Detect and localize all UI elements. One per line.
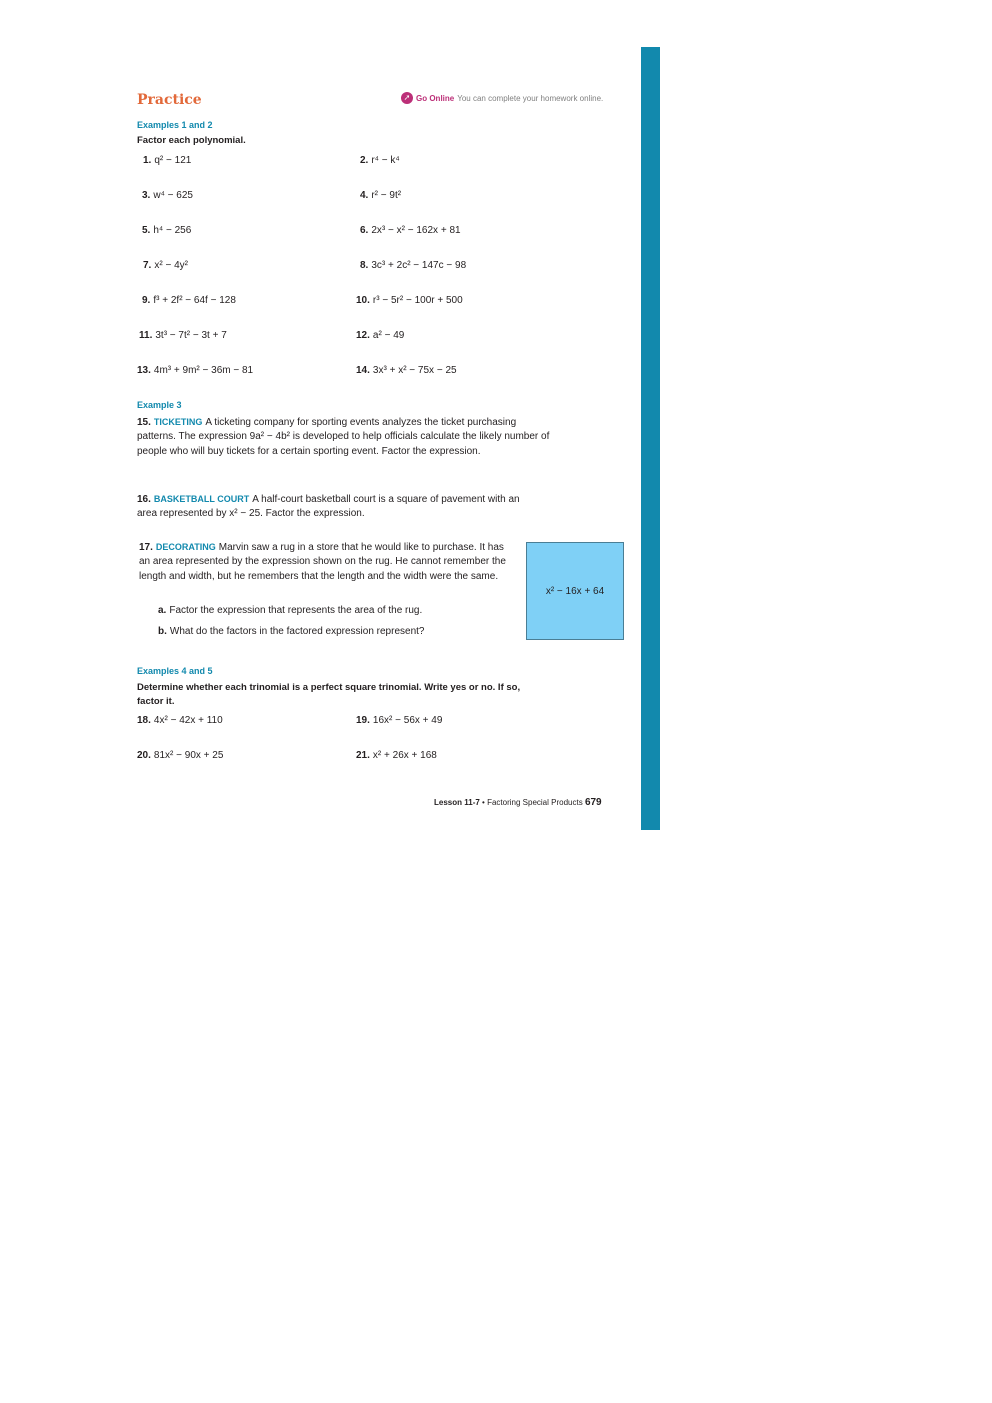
subquestion-a: a. Factor the expression that represents the area of the rug. bbox=[158, 605, 423, 616]
go-online-link[interactable]: Go Online bbox=[416, 93, 455, 103]
go-online-note bbox=[401, 92, 603, 104]
instruction-factor: Factor each polynomial. bbox=[137, 135, 246, 146]
subquestion-b: b. What do the factors in the factored expression represent? bbox=[158, 626, 425, 637]
exercise-7: 7. x² − 4y² bbox=[143, 260, 188, 271]
rug-expression: x² − 16x + 64 bbox=[545, 585, 605, 597]
exercise-21: 21. x² + 26x + 168 bbox=[356, 750, 437, 761]
exercise-2: 2. r⁴ − k⁴ bbox=[360, 155, 400, 166]
word-problem-17: 17. DECORATING Marvin saw a rug in a store that he would like to purchase. It has an area represented by the expression shown on the rug. He cannot remember the length and width, but he remembers that the length and the width were the same. bbox=[139, 542, 506, 582]
exercise-18: 18. 4x² − 42x + 110 bbox=[137, 715, 223, 726]
page-title: Practice bbox=[137, 92, 202, 108]
exercise-8: 8. 3c³ + 2c² − 147c − 98 bbox=[360, 260, 467, 271]
go-online-text: You can complete your homework online. bbox=[457, 93, 604, 103]
exercise-19: 19. 16x² − 56x + 49 bbox=[356, 715, 443, 726]
instruction-perfect-square: Determine whether each trinomial is a perfect square trinomial. Write yes or no. If so, factor it. bbox=[137, 682, 521, 707]
exercise-20: 20. 81x² − 90x + 25 bbox=[137, 750, 224, 761]
exercise-6: 6. 2x³ − x² − 162x + 81 bbox=[360, 225, 461, 236]
word-problem-15: 15. TICKETING A ticketing company for sporting events analyzes the ticket purchasing patterns. The expression 9a² − 4b² is developed to help officials calculate the likely number of people who will buy tickets for a certain sporting event. Factor the expression. bbox=[137, 417, 550, 457]
section-heading-example-3: Example 3 bbox=[137, 400, 182, 410]
word-problem-16: 16. BASKETBALL COURT A half-court basketball court is a square of pavement with an area represented by x² − 25. Factor the expression. bbox=[137, 494, 520, 520]
exercise-11: 11. 3t³ − 7t² − 3t + 7 bbox=[139, 330, 227, 341]
cursor-globe-icon: ➚ bbox=[401, 92, 413, 104]
exercise-5: 5. h⁴ − 256 bbox=[142, 225, 192, 236]
footer-topic: Factoring Special Products bbox=[487, 798, 583, 807]
exercise-14: 14. 3x³ + x² − 75x − 25 bbox=[356, 365, 457, 376]
footer-separator: • bbox=[482, 798, 485, 807]
exercise-9: 9. f³ + 2f² − 64f − 128 bbox=[142, 295, 236, 306]
exercise-10: 10. r³ − 5r² − 100r + 500 bbox=[356, 295, 463, 306]
exercise-4: 4. r² − 9t² bbox=[360, 190, 402, 201]
rug-illustration bbox=[526, 542, 624, 640]
exercise-13: 13. 4m³ + 9m² − 36m − 81 bbox=[137, 365, 254, 376]
side-tab-bar bbox=[641, 47, 660, 830]
page-number: 679 bbox=[584, 797, 602, 808]
exercise-3: 3. w⁴ − 625 bbox=[142, 190, 193, 201]
exercise-1: 1. q² − 121 bbox=[143, 155, 192, 166]
section-heading-examples-4-5: Examples 4 and 5 bbox=[137, 666, 213, 676]
section-heading-examples-1-2: Examples 1 and 2 bbox=[137, 120, 213, 130]
page-footer bbox=[434, 797, 602, 808]
footer-lesson: Lesson 11-7 bbox=[434, 798, 480, 807]
exercise-12: 12. a² − 49 bbox=[356, 330, 405, 341]
